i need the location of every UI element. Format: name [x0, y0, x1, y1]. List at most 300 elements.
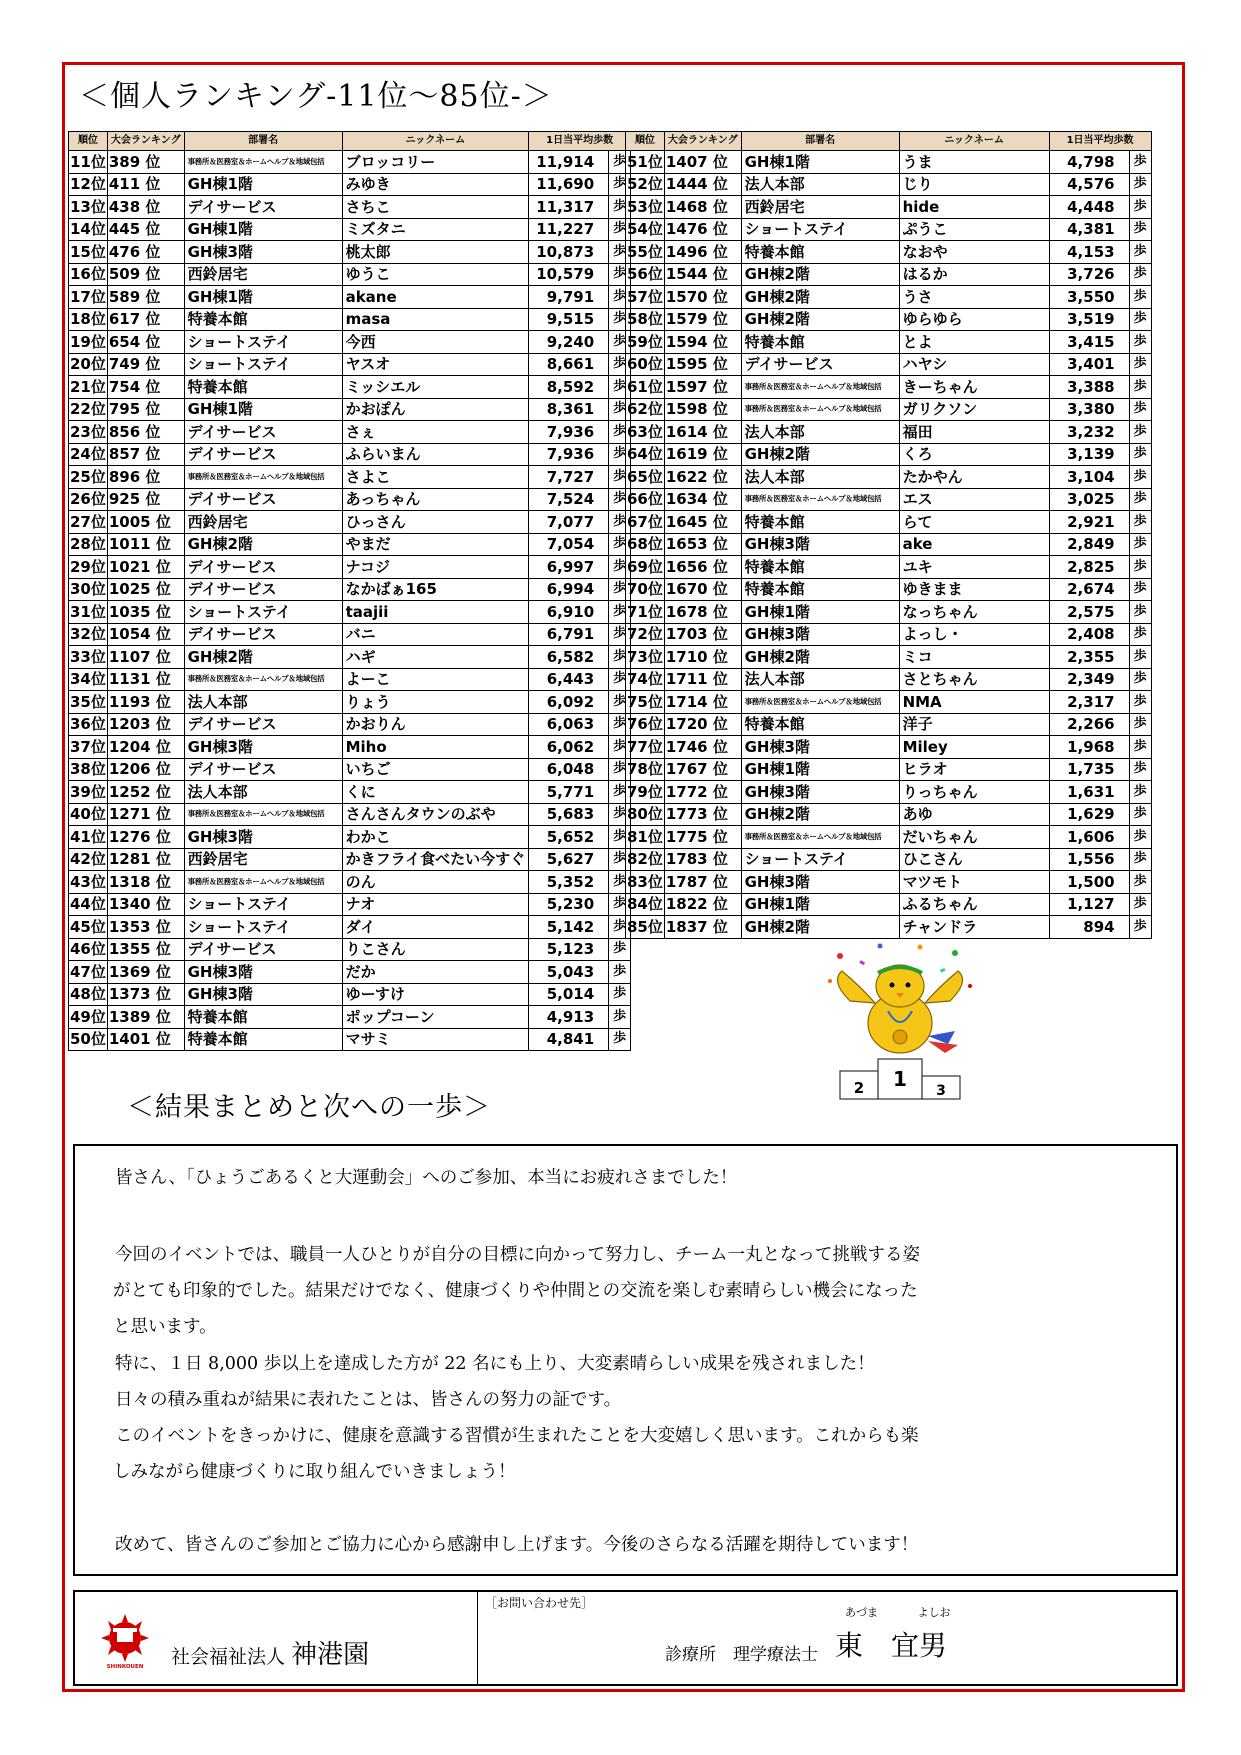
steps-cell: 11,914 — [529, 151, 609, 174]
organization-prefix: 社会福祉法人 — [171, 1646, 286, 1668]
steps-unit: 歩 — [609, 218, 631, 241]
tournament-rank-cell: 1645 位 — [664, 511, 741, 534]
steps-cell: 1,735 — [1049, 758, 1129, 781]
department-cell: GH棟1階 — [741, 151, 899, 174]
header-nickname: ニックネーム — [899, 132, 1049, 151]
rank-cell: 18位 — [69, 308, 108, 331]
department-cell: 特養本館 — [741, 578, 899, 601]
tournament-rank-cell: 1206 位 — [107, 758, 184, 781]
header-tournament-rank: 大会ランキング — [664, 132, 741, 151]
rank-cell: 69位 — [626, 556, 665, 579]
department-cell: 西鈴居宅 — [184, 511, 342, 534]
department-cell: GH棟2階 — [184, 646, 342, 669]
department-cell: 事務所＆医務室＆ホームヘルプ＆地域包括 — [184, 668, 342, 691]
tournament-rank-cell: 1373 位 — [107, 983, 184, 1006]
rank-cell: 35位 — [69, 691, 108, 714]
steps-cell: 2,408 — [1049, 623, 1129, 646]
nickname-cell: さとちゃん — [899, 668, 1049, 691]
steps-unit: 歩 — [609, 781, 631, 804]
steps-cell: 6,994 — [529, 578, 609, 601]
rank-cell: 54位 — [626, 218, 665, 241]
tournament-rank-cell: 896 位 — [107, 466, 184, 489]
department-cell: ショートステイ — [184, 353, 342, 376]
nickname-cell: ユキ — [899, 556, 1049, 579]
tournament-rank-cell: 1653 位 — [664, 533, 741, 556]
rank-cell: 64位 — [626, 443, 665, 466]
tournament-rank-cell: 1837 位 — [664, 916, 741, 939]
tournament-rank-cell: 1107 位 — [107, 646, 184, 669]
steps-unit: 歩 — [609, 556, 631, 579]
rank-cell: 71位 — [626, 601, 665, 624]
rank-cell: 62位 — [626, 398, 665, 421]
contact-person — [835, 1604, 985, 1664]
steps-cell: 3,232 — [1049, 421, 1129, 444]
nickname-cell: ぷうこ — [899, 218, 1049, 241]
steps-unit: 歩 — [1129, 488, 1151, 511]
tournament-rank-cell: 1622 位 — [664, 466, 741, 489]
department-cell: デイサービス — [184, 196, 342, 219]
ranking-row — [626, 353, 1152, 376]
ranking-row — [69, 938, 631, 961]
rank-cell: 81位 — [626, 826, 665, 849]
tournament-rank-cell: 1746 位 — [664, 736, 741, 759]
steps-cell: 5,352 — [529, 871, 609, 894]
rank-cell: 15位 — [69, 241, 108, 264]
department-cell: GH棟2階 — [741, 308, 899, 331]
tournament-rank-cell: 1318 位 — [107, 871, 184, 894]
nickname-cell: なかばぁ165 — [342, 578, 529, 601]
nickname-cell: Miley — [899, 736, 1049, 759]
steps-unit: 歩 — [609, 848, 631, 871]
ranking-row — [69, 286, 631, 309]
organization-name — [171, 1634, 369, 1671]
rank-cell: 84位 — [626, 893, 665, 916]
rank-cell: 26位 — [69, 488, 108, 511]
tournament-rank-cell: 411 位 — [107, 173, 184, 196]
tournament-rank-cell: 795 位 — [107, 398, 184, 421]
department-cell: 事務所＆医務室＆ホームヘルプ＆地域包括 — [184, 466, 342, 489]
steps-cell: 7,077 — [529, 511, 609, 534]
ranking-row — [626, 308, 1152, 331]
rank-cell: 74位 — [626, 668, 665, 691]
header-department: 部署名 — [184, 132, 342, 151]
table-header-row — [69, 132, 631, 151]
steps-cell: 5,683 — [529, 803, 609, 826]
tournament-rank-cell: 754 位 — [107, 376, 184, 399]
summary-title: ＜結果まとめと次への一歩＞ — [127, 1092, 491, 1123]
steps-cell: 1,968 — [1049, 736, 1129, 759]
steps-cell: 3,025 — [1049, 488, 1129, 511]
department-cell: ショートステイ — [184, 916, 342, 939]
steps-cell: 8,361 — [529, 398, 609, 421]
nickname-cell: なっちゃん — [899, 601, 1049, 624]
steps-unit: 歩 — [609, 736, 631, 759]
nickname-cell: わかこ — [342, 826, 529, 849]
nickname-cell: ヒラオ — [899, 758, 1049, 781]
nickname-cell: NMA — [899, 691, 1049, 714]
tournament-rank-cell: 1204 位 — [107, 736, 184, 759]
steps-unit: 歩 — [1129, 803, 1151, 826]
nickname-cell: taajii — [342, 601, 529, 624]
steps-cell: 11,227 — [529, 218, 609, 241]
tournament-rank-cell: 1407 位 — [664, 151, 741, 174]
organization-logo-icon — [95, 1610, 155, 1670]
department-cell: 特養本館 — [741, 511, 899, 534]
tournament-rank-cell: 1131 位 — [107, 668, 184, 691]
department-cell: ショートステイ — [184, 893, 342, 916]
department-cell: GH棟2階 — [741, 286, 899, 309]
tournament-rank-cell: 589 位 — [107, 286, 184, 309]
nickname-cell: やまだ — [342, 533, 529, 556]
ranking-row — [69, 173, 631, 196]
department-cell: デイサービス — [184, 421, 342, 444]
rank-cell: 38位 — [69, 758, 108, 781]
podium — [840, 1059, 960, 1099]
nickname-cell: ミッシエル — [342, 376, 529, 399]
tournament-rank-cell: 1468 位 — [664, 196, 741, 219]
steps-cell: 8,592 — [529, 376, 609, 399]
steps-unit: 歩 — [609, 578, 631, 601]
steps-unit: 歩 — [1129, 556, 1151, 579]
rank-cell: 40位 — [69, 803, 108, 826]
ranking-row — [69, 353, 631, 376]
department-cell: GH棟3階 — [184, 241, 342, 264]
steps-cell: 2,825 — [1049, 556, 1129, 579]
steps-cell: 9,515 — [529, 308, 609, 331]
ranking-table-left-body — [69, 132, 631, 1051]
nickname-cell: 福田 — [899, 421, 1049, 444]
steps-cell: 6,791 — [529, 623, 609, 646]
department-cell: 特養本館 — [184, 1006, 342, 1029]
nickname-cell: きーちゃん — [899, 376, 1049, 399]
tournament-rank-cell: 654 位 — [107, 331, 184, 354]
nickname-cell: りっちゃん — [899, 781, 1049, 804]
ranking-row — [626, 691, 1152, 714]
tournament-rank-cell: 1444 位 — [664, 173, 741, 196]
department-cell: GH棟2階 — [741, 916, 899, 939]
steps-unit: 歩 — [609, 668, 631, 691]
tournament-rank-cell: 1389 位 — [107, 1006, 184, 1029]
steps-unit: 歩 — [1129, 916, 1151, 939]
steps-cell: 6,092 — [529, 691, 609, 714]
tournament-rank-cell: 1353 位 — [107, 916, 184, 939]
steps-cell: 7,936 — [529, 421, 609, 444]
department-cell: GH棟3階 — [741, 533, 899, 556]
steps-unit: 歩 — [1129, 331, 1151, 354]
department-cell: ショートステイ — [184, 331, 342, 354]
steps-cell: 2,349 — [1049, 668, 1129, 691]
ranking-row — [69, 646, 631, 669]
department-cell: GH棟3階 — [184, 736, 342, 759]
ranking-row — [626, 578, 1152, 601]
ranking-row — [69, 1006, 631, 1029]
department-cell: GH棟3階 — [741, 781, 899, 804]
rank-cell: 46位 — [69, 938, 108, 961]
steps-unit: 歩 — [609, 713, 631, 736]
rank-cell: 45位 — [69, 916, 108, 939]
steps-unit: 歩 — [1129, 241, 1151, 264]
ranking-table-left — [68, 131, 631, 1051]
nickname-cell: ヤスオ — [342, 353, 529, 376]
steps-unit: 歩 — [609, 263, 631, 286]
steps-unit: 歩 — [1129, 668, 1151, 691]
nickname-cell: akane — [342, 286, 529, 309]
rank-cell: 68位 — [626, 533, 665, 556]
page-title: ＜個人ランキング-11位～85位-＞ — [79, 79, 553, 114]
steps-cell: 3,104 — [1049, 466, 1129, 489]
nickname-cell: だか — [342, 961, 529, 984]
nickname-cell: あゆ — [899, 803, 1049, 826]
steps-unit: 歩 — [609, 983, 631, 1006]
rank-cell: 66位 — [626, 488, 665, 511]
steps-cell: 1,629 — [1049, 803, 1129, 826]
steps-cell: 6,063 — [529, 713, 609, 736]
contact-department: 診療所 理学療法士 — [665, 1645, 818, 1665]
steps-cell: 3,401 — [1049, 353, 1129, 376]
steps-cell: 4,841 — [529, 1028, 609, 1051]
department-cell: GH棟1階 — [184, 286, 342, 309]
rank-cell: 48位 — [69, 983, 108, 1006]
steps-cell: 1,127 — [1049, 893, 1129, 916]
department-cell: デイサービス — [184, 938, 342, 961]
rank-cell: 11位 — [69, 151, 108, 174]
ranking-row — [626, 736, 1152, 759]
steps-unit: 歩 — [1129, 893, 1151, 916]
nickname-cell: あっちゃん — [342, 488, 529, 511]
ranking-row — [69, 1028, 631, 1051]
steps-unit: 歩 — [609, 488, 631, 511]
rank-cell: 76位 — [626, 713, 665, 736]
ranking-row — [69, 308, 631, 331]
steps-cell: 3,726 — [1049, 263, 1129, 286]
tournament-rank-cell: 1252 位 — [107, 781, 184, 804]
rank-cell: 75位 — [626, 691, 665, 714]
bird — [838, 965, 963, 1053]
tournament-rank-cell: 1005 位 — [107, 511, 184, 534]
tournament-rank-cell: 1720 位 — [664, 713, 741, 736]
tournament-rank-cell: 925 位 — [107, 488, 184, 511]
ranking-row — [69, 848, 631, 871]
rank-cell: 53位 — [626, 196, 665, 219]
steps-unit: 歩 — [1129, 196, 1151, 219]
department-cell: 法人本部 — [184, 691, 342, 714]
steps-unit: 歩 — [1129, 758, 1151, 781]
steps-unit: 歩 — [609, 151, 631, 174]
tournament-rank-cell: 1678 位 — [664, 601, 741, 624]
rank-cell: 83位 — [626, 871, 665, 894]
header-avg-steps: 1日当平均歩数 — [1049, 132, 1151, 151]
rank-cell: 14位 — [69, 218, 108, 241]
department-cell: GH棟3階 — [741, 623, 899, 646]
steps-cell: 11,690 — [529, 173, 609, 196]
ranking-row — [626, 623, 1152, 646]
nickname-cell: masa — [342, 308, 529, 331]
tournament-rank-cell: 1772 位 — [664, 781, 741, 804]
steps-cell: 894 — [1049, 916, 1129, 939]
department-cell: 法人本部 — [184, 781, 342, 804]
steps-cell: 3,388 — [1049, 376, 1129, 399]
steps-cell: 2,849 — [1049, 533, 1129, 556]
department-cell: 西鈴居宅 — [184, 263, 342, 286]
steps-unit: 歩 — [609, 421, 631, 444]
ranking-row — [69, 376, 631, 399]
ranking-row — [69, 713, 631, 736]
department-cell: 法人本部 — [741, 173, 899, 196]
header-nickname: ニックネーム — [342, 132, 529, 151]
rank-cell: 49位 — [69, 1006, 108, 1029]
tournament-rank-cell: 1355 位 — [107, 938, 184, 961]
steps-cell: 5,771 — [529, 781, 609, 804]
steps-cell: 4,576 — [1049, 173, 1129, 196]
tournament-rank-cell: 856 位 — [107, 421, 184, 444]
steps-unit: 歩 — [1129, 578, 1151, 601]
ranking-row — [626, 893, 1152, 916]
tournament-rank-cell: 1597 位 — [664, 376, 741, 399]
rank-cell: 16位 — [69, 263, 108, 286]
steps-unit: 歩 — [609, 376, 631, 399]
tournament-rank-cell: 1619 位 — [664, 443, 741, 466]
summary-line: このイベントをきっかけに、健康を意識する習慣が生まれたことを大変嬉しく思います。これからも楽 — [115, 1426, 919, 1446]
ranking-row — [69, 196, 631, 219]
department-cell: デイサービス — [184, 443, 342, 466]
rank-cell: 43位 — [69, 871, 108, 894]
steps-cell: 3,519 — [1049, 308, 1129, 331]
department-cell: 事務所＆医務室＆ホームヘルプ＆地域包括 — [184, 803, 342, 826]
rank-cell: 32位 — [69, 623, 108, 646]
summary-line: と思います。 — [113, 1317, 217, 1337]
summary-box — [73, 1144, 1178, 1576]
ranking-row — [69, 421, 631, 444]
nickname-cell: ポップコーン — [342, 1006, 529, 1029]
rank-cell: 34位 — [69, 668, 108, 691]
ranking-row — [69, 578, 631, 601]
steps-unit: 歩 — [1129, 353, 1151, 376]
ranking-row — [69, 398, 631, 421]
nickname-cell: マツモト — [899, 871, 1049, 894]
ranking-row — [626, 781, 1152, 804]
department-cell: 特養本館 — [741, 713, 899, 736]
table-header-row — [626, 132, 1152, 151]
rank-cell: 37位 — [69, 736, 108, 759]
department-cell: 特養本館 — [741, 331, 899, 354]
steps-unit: 歩 — [1129, 601, 1151, 624]
steps-cell: 4,448 — [1049, 196, 1129, 219]
ranking-row — [69, 488, 631, 511]
steps-unit: 歩 — [609, 353, 631, 376]
ranking-row — [626, 533, 1152, 556]
ranking-row — [626, 758, 1152, 781]
nickname-cell: さぇ — [342, 421, 529, 444]
tournament-rank-cell: 1340 位 — [107, 893, 184, 916]
steps-unit: 歩 — [609, 1006, 631, 1029]
rank-cell: 59位 — [626, 331, 665, 354]
tournament-rank-cell: 1401 位 — [107, 1028, 184, 1051]
rank-cell: 60位 — [626, 353, 665, 376]
steps-unit: 歩 — [1129, 871, 1151, 894]
tournament-rank-cell: 1193 位 — [107, 691, 184, 714]
contact-person-name: 東 宜男 — [835, 1629, 948, 1662]
steps-cell: 4,798 — [1049, 151, 1129, 174]
department-cell: GH棟1階 — [184, 398, 342, 421]
department-cell: 特養本館 — [184, 376, 342, 399]
footer-box — [73, 1590, 1178, 1686]
steps-cell: 10,579 — [529, 263, 609, 286]
department-cell: 事務所＆医務室＆ホームヘルプ＆地域包括 — [741, 488, 899, 511]
tournament-rank-cell: 1594 位 — [664, 331, 741, 354]
department-cell: 法人本部 — [741, 466, 899, 489]
summary-line: 日々の積み重ねが結果に表れたことは、皆さんの努力の証です。 — [115, 1390, 622, 1410]
nickname-cell: くろ — [899, 443, 1049, 466]
steps-cell: 5,142 — [529, 916, 609, 939]
nickname-cell: りこさん — [342, 938, 529, 961]
tournament-rank-cell: 1703 位 — [664, 623, 741, 646]
header-rank: 順位 — [69, 132, 108, 151]
nickname-cell: ダイ — [342, 916, 529, 939]
ranking-row — [69, 826, 631, 849]
steps-cell: 2,921 — [1049, 511, 1129, 534]
steps-unit: 歩 — [609, 803, 631, 826]
rank-cell: 22位 — [69, 398, 108, 421]
steps-unit: 歩 — [1129, 826, 1151, 849]
department-cell: ショートステイ — [741, 218, 899, 241]
steps-unit: 歩 — [1129, 646, 1151, 669]
steps-cell: 4,153 — [1049, 241, 1129, 264]
ranking-row — [69, 758, 631, 781]
steps-cell: 5,043 — [529, 961, 609, 984]
department-cell: GH棟2階 — [741, 263, 899, 286]
rank-cell: 56位 — [626, 263, 665, 286]
department-cell: デイサービス — [184, 556, 342, 579]
steps-cell: 9,240 — [529, 331, 609, 354]
steps-unit: 歩 — [1129, 623, 1151, 646]
steps-unit: 歩 — [1129, 151, 1151, 174]
steps-cell: 4,913 — [529, 1006, 609, 1029]
steps-cell: 6,443 — [529, 668, 609, 691]
ranking-row — [626, 556, 1152, 579]
department-cell: 事務所＆医務室＆ホームヘルプ＆地域包括 — [184, 871, 342, 894]
ranking-row — [626, 196, 1152, 219]
steps-unit: 歩 — [609, 938, 631, 961]
tournament-rank-cell: 1822 位 — [664, 893, 741, 916]
steps-unit: 歩 — [1129, 848, 1151, 871]
steps-cell: 6,582 — [529, 646, 609, 669]
ranking-table-right-body — [626, 132, 1152, 939]
nickname-cell: ゆうこ — [342, 263, 529, 286]
ranking-row — [69, 691, 631, 714]
tournament-rank-cell: 1656 位 — [664, 556, 741, 579]
steps-unit: 歩 — [609, 646, 631, 669]
nickname-cell: だいちゃん — [899, 826, 1049, 849]
department-cell: 特養本館 — [741, 556, 899, 579]
steps-unit: 歩 — [1129, 376, 1151, 399]
steps-cell: 5,627 — [529, 848, 609, 871]
rank-cell: 44位 — [69, 893, 108, 916]
department-cell: GH棟3階 — [741, 871, 899, 894]
tournament-rank-cell: 857 位 — [107, 443, 184, 466]
nickname-cell: hide — [899, 196, 1049, 219]
steps-cell: 7,054 — [529, 533, 609, 556]
department-cell: 法人本部 — [741, 668, 899, 691]
department-cell: デイサービス — [741, 353, 899, 376]
ranking-row — [69, 511, 631, 534]
steps-cell: 2,674 — [1049, 578, 1129, 601]
ranking-row — [69, 916, 631, 939]
ruby-family: あづま — [845, 1606, 878, 1619]
steps-unit: 歩 — [609, 443, 631, 466]
steps-unit: 歩 — [1129, 781, 1151, 804]
steps-unit: 歩 — [609, 331, 631, 354]
ranking-row — [626, 241, 1152, 264]
